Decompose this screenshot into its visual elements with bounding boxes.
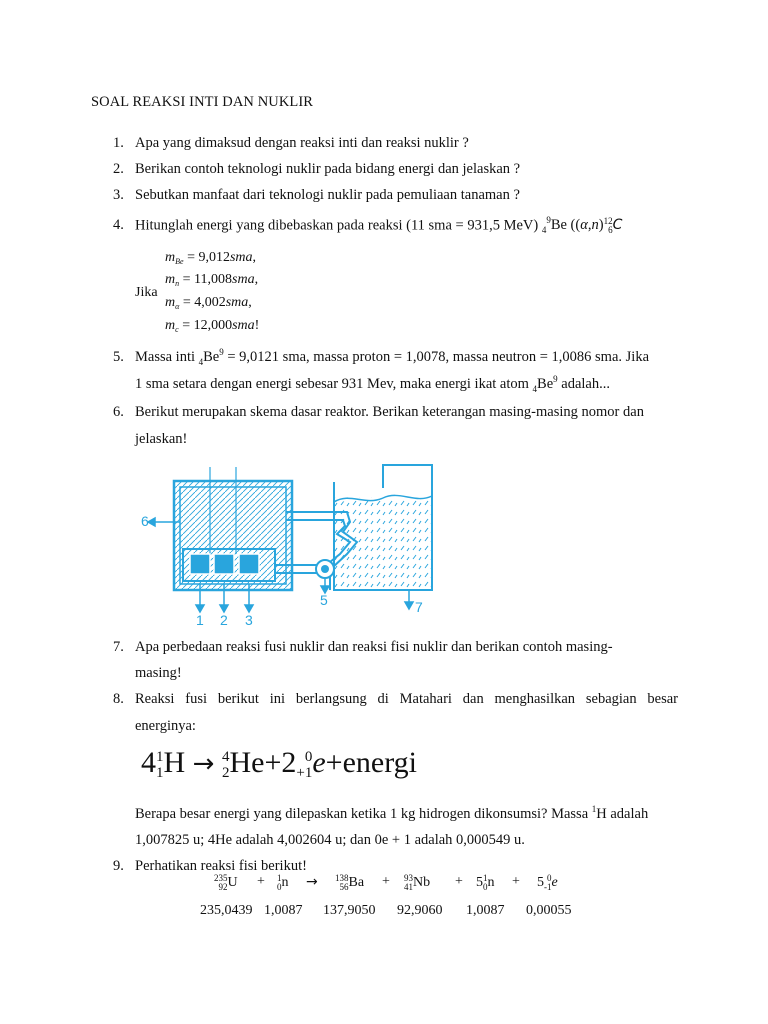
- question-8-after-line1: Berapa besar energi yang dilepaskan ketika 1 kg hidrogen dikonsumsi? Massa $^1$H adalah: [135, 804, 649, 822]
- fission-value: 1,0087: [466, 903, 505, 918]
- label-5: 5: [320, 592, 328, 608]
- question-8-line2: energinya:: [135, 718, 196, 734]
- label-1: 1: [196, 612, 204, 628]
- question-8-line1: Reaksi fusi berikut ini berlangsung di Matahari dan menghasilkan sebagian besar: [135, 691, 678, 707]
- question-7-line2: masing!: [135, 665, 182, 681]
- pump: [316, 560, 334, 578]
- label-3: 3: [245, 612, 253, 628]
- fission-plus: +: [382, 874, 390, 889]
- mass-alpha: $m_\alpha = 4,002sma$,: [165, 295, 252, 311]
- mass-n: $m_n = 11,008sma$,: [165, 272, 259, 288]
- fission-arrow: →: [306, 874, 318, 890]
- steam-generator-tank: [334, 465, 432, 590]
- item-number: 8.: [113, 691, 124, 707]
- item-number: 9.: [113, 858, 124, 874]
- question-9: Perhatikan reaksi fisi berikut!: [135, 858, 307, 874]
- item-number: 5.: [113, 349, 124, 365]
- question-8-after-line2: 1,007825 u; 4He adalah 4,002604 u; dan 0e + 1 adalah 0,000549 u.: [135, 832, 525, 848]
- page-title: SOAL REAKSI INTI DAN NUKLIR: [91, 94, 314, 110]
- question-4-text: Hitunglah energi yang dibebaskan pada reaksi (11 sma = 931,5 MeV): [135, 217, 539, 234]
- fusion-equation: 41 1H → 4 2He+2 0 +1e+energi: [141, 746, 418, 782]
- q4-jika: Jika: [135, 285, 158, 300]
- fission-value: 92,9060: [397, 903, 443, 918]
- label-7: 6: [141, 513, 149, 529]
- item-number: 4.: [113, 217, 124, 233]
- item-number: 6.: [113, 404, 124, 420]
- question-6-line2: jelaskan!: [135, 431, 188, 447]
- question-5-line1: Massa inti $_4Be^9 = 9,0121$ sma, massa proton = 1,0078, massa neutron = 1,0086 sma. Jika: [135, 347, 650, 367]
- fission-u: 235 92U: [214, 873, 238, 892]
- question-1: Apa yang dimaksud dengan reaksi inti dan reaksi nuklir ?: [135, 135, 469, 151]
- item-number: 3.: [113, 187, 124, 203]
- q4-reaction: $_4^9$Be ((α,n)12 6C: [541, 215, 623, 236]
- fission-plus: +: [257, 874, 265, 889]
- item-number: 7.: [113, 639, 124, 655]
- fission-5n: 51 0n: [476, 873, 495, 892]
- item-number: 2.: [113, 161, 124, 177]
- fission-n: 1 0n: [277, 873, 289, 892]
- fission-value: 235,0439: [200, 903, 253, 918]
- fission-ba: 138 56Ba: [335, 873, 365, 892]
- fission-5e: 5 0 -1e: [537, 873, 558, 892]
- question-2: Berikan contoh teknologi nuklir pada bidang energi dan jelaskan ?: [135, 161, 521, 177]
- fission-plus: +: [455, 874, 463, 889]
- fission-plus: +: [512, 874, 520, 889]
- reactor-diagram: [135, 462, 450, 628]
- question-6-line1: Berikut merupakan skema dasar reaktor. Berikan keterangan masing-masing nomor dan: [135, 404, 644, 420]
- item-number: 1.: [113, 135, 124, 151]
- question-5-line2: 1 sma setara dengan energi sebesar 931 Mev, maka energi ikat atom $_4Be^9$ adalah...: [135, 374, 610, 394]
- fission-nb: 93 41Nb: [404, 873, 431, 892]
- label-6: 7: [415, 599, 423, 615]
- question-3: Sebutkan manfaat dari teknologi nuklir pada pemuliaan tanaman ?: [135, 187, 520, 203]
- mass-c: $m_c = 12,000sma$!: [165, 318, 260, 334]
- question-7-line1: Apa perbedaan reaksi fusi nuklir dan reaksi fisi nuklir dan berikan contoh masing-: [135, 639, 613, 655]
- mass-be: $m_{Be} = 9,012sma$,: [165, 250, 257, 266]
- fission-value: 1,0087: [264, 903, 303, 918]
- fission-value: 137,9050: [323, 903, 376, 918]
- label-2: 2: [220, 612, 228, 628]
- question-4: [135, 217, 622, 235]
- fission-value: 0,00055: [526, 903, 572, 918]
